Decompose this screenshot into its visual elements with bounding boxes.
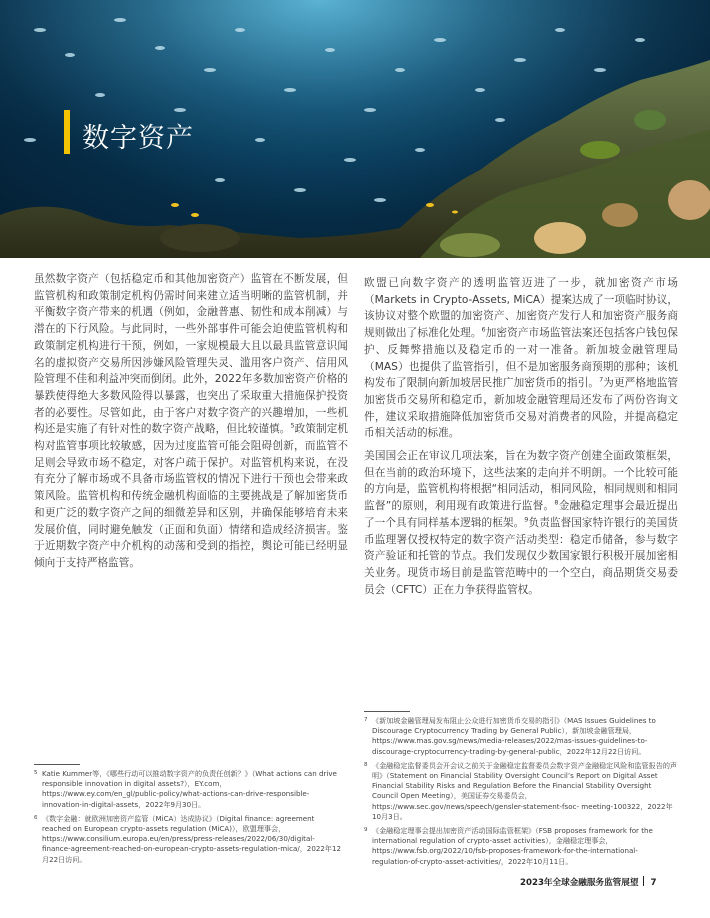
- footnote: 7 《新加坡金融管理局发布阻止公众进行加密货币交易的指引》（MAS Issues Guidelines to Discourage Cryptocurrency Trading by General Public），新加坡金融管理局，https://www.mas.gov.sg/news/media-releases/2022/mas-issues-guidelines-to-discourage-cryptocurrency-trading-by-general-public，2022年12月22日访问。: [364, 716, 656, 756]
- footnote: 9 《金融稳定理事会提出加密资产活动国际监管框架》（FSB proposes framework for the international regulation of crypto-asset activities），金融稳定理事会，https://www.fsb.org/2022/10/fsb-proposes-framework-for-the-international- regulation-of-crypto-asset-activities/，2022年10月11日。: [364, 826, 653, 866]
- paragraph: 虽然数字资产（包括稳定币和其他加密资产）监管在不断发展，但监管机构和政策制定机构仍需时间来建立适当明晰的监管机制，并平衡数字资产带来的机遇（例如，金融普惠、韧性和成本削减）与潜在的下行风险。与此同时，一些外部事件可能会迫使监管机构和政策制定机构进行干预，例如，一家规模最大且以最具监管意识闻名的虚拟资产交易所因涉嫌风险管理失灵、滥用客户资产、信用风险管理不佳和利益冲突而倒闭。此外，2022年多数加密资产价格的暴跌使得绝大多数风险得以暴露，也突出了采取重大措施保护投资者的必要性。尽管如此，由于客户对数字资产的兴趣增加，一些机构还是实施了有针对性的数字资产战略，但比较谨慎。$^5$政策制定机构对监管事项比较敏感，因为过度监管可能会阻碍创新，而监管不足则会导致市场不稳定，对客户疏于保护。对监管机构来说，在没有充分了解市场或不具备市场监管权的情况下进行干预也会带来政策风险。监管机构和传统金融机构面临的主要挑战是了解加密货币和更广泛的数字资产之间的细微差异和区别，并确保能够培育未来发展价值，同时避免触发（正面和负面）情绪和造成经济损害。鉴于近期数字资产中介机构的动荡和受到的指控，舆论可能已经明显倾向于支持严格监管。: [34, 273, 349, 569]
- paragraph: 美国国会正在审议几项法案，旨在为数字资产创建全面政策框架，但在当前的政治环境下，这些法案的走向并不明朗。一个比较可能的方向是，监管机构将根据“相同活动，相同风险，相同规则和相同监督”的原则，利用现有政策进行监督。$^8$金融稳定理事会最近提出了一个具有同样基本逻辑的框架。$^9$负责监督国家特许银行的美国货币监理署仅授权特定的数字资产活动类型：稳定币储备，参与数字资产验证和托管的节点。我们发现仅少数国家银行积极开展加密相关业务。现货市场目前是监管范畴中的一个空白，商品期货交易委员会（CFTC）正在力争获得监管权。: [364, 450, 679, 596]
- footnote-divider: [34, 764, 80, 765]
- title-accent-bar: [64, 110, 70, 154]
- footnote-ref[interactable]: 6: [481, 325, 486, 334]
- footnote-divider: [364, 711, 410, 712]
- footnote-ref[interactable]: 9: [524, 515, 529, 524]
- report-title: 2023年全球金融服务监管展望: [520, 878, 639, 888]
- page-number: 7: [650, 878, 657, 888]
- footnote: 5 Katie Kummer等，《哪些行动可以推动数字资产的负责任创新？》（What actions can drive responsible innovation in digital assets?），EY.com，https://www.ey.com/en_gl/public-policy/what-actions-can-drive-responsible-innovation-in-digital-assets，2022年9月30日。: [34, 769, 337, 809]
- paragraph: 欧盟已向数字资产的透明监管迈进了一步，就加密资产市场（Markets in Crypto-Assets, MiCA）提案达成了一项临时协议，该协议对整个欧盟的加密资产、加密资产发行人和加密资产服务商规则做出了标准化处理。$^6$加密资产市场监管法案还包括客户钱包保护、反舞弊措施以及稳定币的一对一准备。新加坡金融管理局（MAS）也提供了监管指引，但不是加密服务商预期的那种；该机构发布了限制向新加坡居民推广加密货币的指引。$^7$为更严格地监管加密货币交易所和稳定币，新加坡金融管理局还发布了两份咨询文件，建议采取措施降低加密货币交易对消费者的风险，并提高稳定币相关活动的标准。: [364, 277, 679, 440]
- footnote-ref[interactable]: 7: [599, 375, 604, 384]
- section-title: 数字资产: [82, 123, 194, 154]
- footnotes-left: [34, 769, 342, 869]
- footnote: 8 《金融稳定监督委员会开会议之前关于金融稳定监督委员会数字资产金融稳定风险和监管报告的声明》（Statement on Financial Stability Oversight Council’s Report on Digital Asset Financial Stability Risks and Regulation Before the Financial Stability Oversight Council Open Meeting），美国证券交易委员会，https://www.sec.gov/news/speech/gensler-statement-fsoc- meeting-100322，2022年10月3日。: [364, 760, 678, 821]
- page-footer: [520, 876, 656, 888]
- footnote: 6 《数字金融：就欧洲加密资产监管（MiCA）达成协议》（Digital finance: agreement reached on European crypto-assets regulation (MiCA)），欧盟理事会，https://www.consilium.europa.eu/en/press/press-releases/2022/06/30/digital-finance-agreement-reached-on-european-crypto-assets-regulation-mica/，2022年12月22日访问。: [34, 813, 341, 864]
- body-column-right: [364, 275, 678, 604]
- footnote-ref[interactable]: 8: [554, 498, 559, 507]
- body-column-left: [34, 271, 348, 578]
- footnote-ref[interactable]: 5: [290, 421, 295, 430]
- footnotes-right: [364, 716, 678, 871]
- footer-divider: [643, 876, 644, 886]
- hero-image: [0, 0, 710, 258]
